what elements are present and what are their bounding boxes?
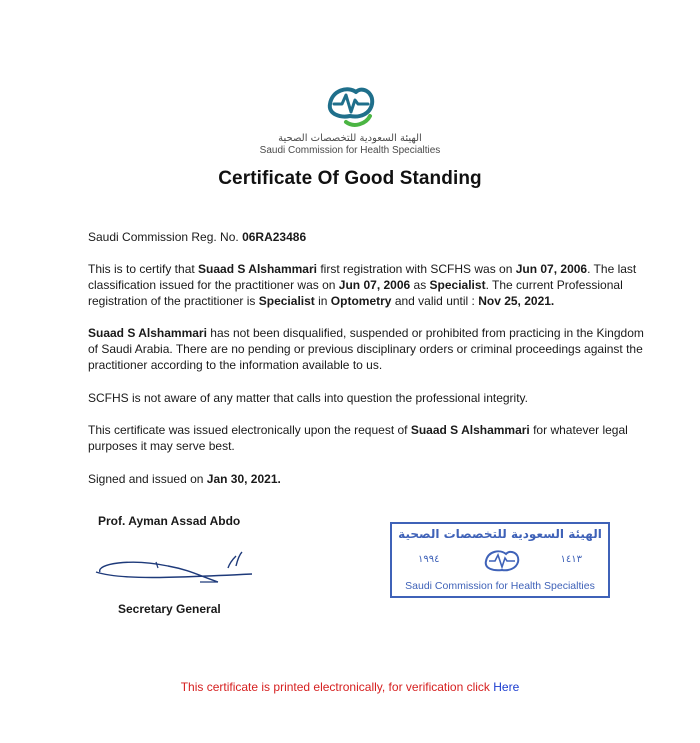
first-registration-date: Jun 07, 2006 [515, 262, 588, 276]
p1-text: first registration with SCFHS was on [316, 262, 516, 276]
specialty: Optometry [330, 294, 392, 308]
p1-text: . The current Professional registration of the practitioner is [88, 278, 623, 308]
handwritten-signature [90, 548, 260, 592]
signed-issued-line [88, 471, 648, 487]
official-stamp [390, 522, 610, 598]
p1-text: . The last classification issued for the practitioner was on [88, 262, 637, 292]
p4-text: This certificate was issued electronically upon the request of [88, 423, 411, 437]
verification-footer [0, 680, 700, 694]
verification-link[interactable]: Here [493, 680, 520, 694]
p1-text: in [314, 294, 331, 308]
issue-date: Jan 30, 2021. [206, 472, 281, 486]
footer-text: This certificate is printed electronically, for verification click [180, 680, 494, 694]
paragraph-integrity: SCFHS is not aware of any matter that calls into question the professional integrity. [88, 391, 528, 405]
current-classification: Specialist [258, 294, 315, 308]
p1-text: and valid until : [391, 294, 479, 308]
signer-role: Secretary General [118, 602, 221, 616]
stamp-year-right: ١٤١٣ [560, 554, 582, 565]
stamp-logo-icon [482, 547, 522, 577]
p1-text: as [410, 278, 430, 292]
logo-arabic-name: الهيئة السعودية للتخصصات الصحية [278, 133, 422, 144]
stamp-arabic-text: الهيئة السعودية للتخصصات الصحية [398, 527, 602, 541]
paragraph-disciplinary [88, 325, 648, 373]
reg-number: 06RA23486 [242, 230, 307, 244]
stamp-english-text: Saudi Commission for Health Specialties [405, 580, 595, 592]
certificate-title: Certificate Of Good Standing [218, 168, 482, 189]
classification: Specialist [429, 278, 486, 292]
logo-english-name: Saudi Commission for Health Specialties [259, 145, 441, 156]
valid-until-date: Nov 25, 2021. [478, 294, 555, 308]
reg-label: Saudi Commission Reg. No. [88, 230, 239, 244]
scfhs-logo-icon [322, 84, 378, 130]
scfhs-logo [0, 84, 700, 157]
signer-name: Prof. Ayman Assad Abdo [98, 514, 241, 528]
paragraph-registration [88, 261, 648, 309]
signed-label: Signed and issued on [88, 472, 207, 486]
p1-text: This is to certify that [88, 262, 199, 276]
stamp-year-left: ١٩٩٤ [418, 554, 440, 565]
practitioner-name: Suaad S Alshammari [410, 423, 530, 437]
paragraph-purpose [88, 422, 648, 454]
p4-text: for whatever legal purposes it may serve best. [88, 423, 628, 453]
practitioner-name: Suaad S Alshammari [198, 262, 317, 276]
classification-date: Jun 07, 2006 [338, 278, 411, 292]
practitioner-name: Suaad S Alshammari [88, 326, 207, 340]
p2-text: has not been disqualified, suspended or prohibited from practicing in the Kingdom of Saudi Arabia. There are no pending or previous disciplinary orders or criminal proceedings against the practitioner according to the information available to us. [88, 326, 644, 372]
registration-number-line [88, 229, 648, 245]
